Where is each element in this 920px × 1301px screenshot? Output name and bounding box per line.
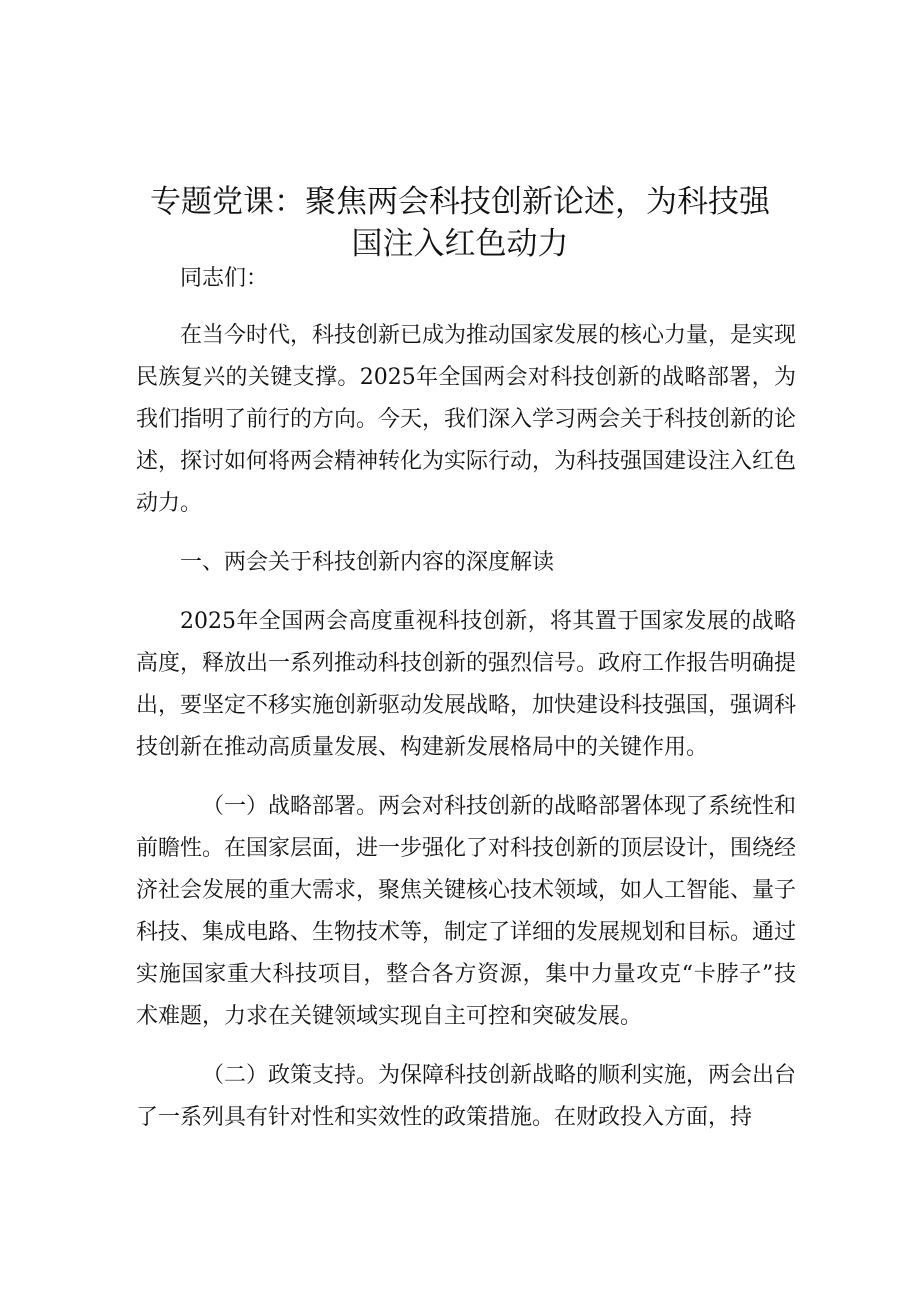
subsection-1-paragraph: （一）战略部署。两会对科技创新的战略部署体现了系统性和前瞻性。在国家层面，进一步强化了对科技创新的顶层设计，围绕经济社会发展的重大需求，聚焦关键核心技术领域，如人工智能、量子科技、集成电路、生物技术等，制定了详细的发展规划和目标。通过实施国家重大科技项目，整合各方资源，集中力量攻克“卡脖子”技术难题，力求在关键领域实现自主可控和突破发展。: [136, 794, 797, 1029]
greeting: 同志们：: [180, 266, 269, 291]
title-line-2: 国注入红色动力: [351, 225, 569, 262]
section-1-paragraph: 2025年全国两会高度重视科技创新，将其置于国家发展的战略高度，释放出一系列推动科技创新的强烈信号。政府工作报告明确提出，要坚定不移实施创新驱动发展战略，加快建设科技强国，强调科技创新在推动高质量发展、构建新发展格局中的关键作用。: [136, 609, 797, 760]
document-body: [136, 258, 796, 1139]
subsection-2-paragraph: （二）政策支持。为保障科技创新战略的顺利实施，两会出台了一系列具有针对性和实效性的政策措施。在财政投入方面，持: [136, 1063, 797, 1130]
section-1-heading: 一、两会关于科技创新内容的深度解读: [180, 550, 555, 575]
intro-paragraph: 在当今时代，科技创新已成为推动国家发展的核心力量，是实现民族复兴的关键支撑。2025年全国两会对科技创新的战略部署，为我们指明了前行的方向。今天，我们深入学习两会关于科技创新的论述，探讨如何将两会精神转化为实际行动，为科技强国建设注入红色动力。: [136, 323, 797, 516]
document-title: [120, 181, 800, 265]
title-line-1: 专题党课：聚焦两会科技创新论述，为科技强: [150, 183, 770, 220]
